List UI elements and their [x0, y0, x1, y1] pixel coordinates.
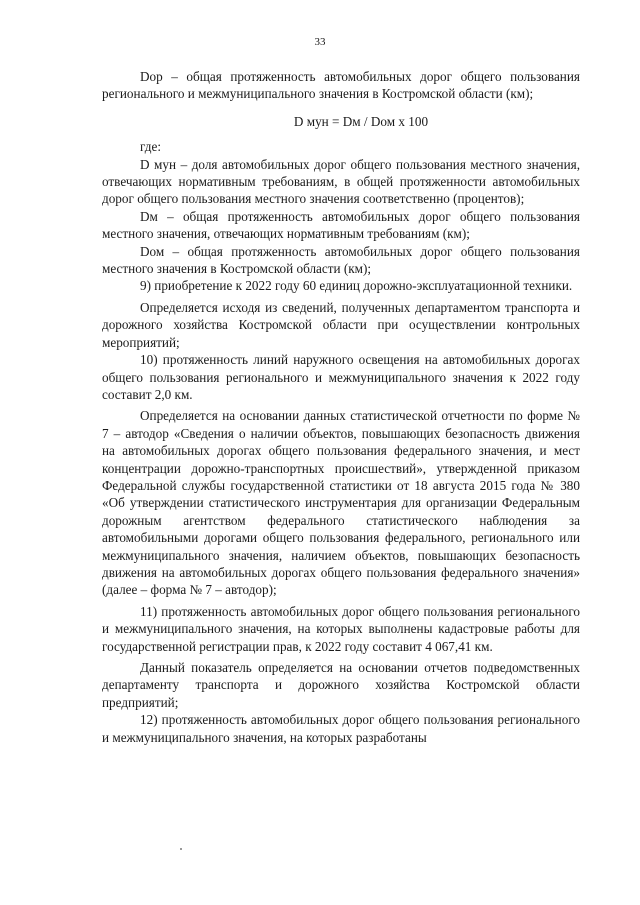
paragraph-item-9-method: Определяется исходя из сведений, полученных департаментом транспорта и дорожного хозяйства Костромской области при осуществлении контрольных мероприятий;	[102, 299, 580, 350]
page-number: 33	[314, 36, 326, 48]
paragraph-dom-definition: Dом – общая протяженность автомобильных дорог общего пользования местного значения в Костромской области (км);	[102, 243, 580, 277]
paragraph-item-10-method: Определяется на основании данных статистической отчетности по форме № 7 – автодор «Сведения о наличии объектов, повышающих безопасность движения на автомобильных дорогах общего пользования федерального значения, и мест концентрации дорожно-транспортных происшествий», утвержденной приказом Федеральной службы государственной статистики от 18 августа 2015 года № 380 «Об утверждении статистического инструментария для организации Федеральным дорожным агентством федерального статистического наблюдения за автомобильными дорогами общего пользования федерального, регионального или межмуниципального значения, наличием объектов, повышающих безопасность движения на автомобильных дорогах общего пользования федерального значения» (далее – форма № 7 – автодор);	[102, 408, 580, 598]
paragraph-dor-definition: Dор – общая протяженность автомобильных дорог общего пользования регионального и межмуниципального значения в Костромской области (км);	[102, 69, 580, 102]
paragraph-item-9: 9) приобретение к 2022 году 60 единиц дорожно-эксплуатационной техники.	[140, 278, 573, 294]
paragraph-item-11: 11) протяженность автомобильных дорог общего пользования регионального и межмуниципального значения, на которых выполнены кадастровые работы для государственной регистрации прав, к 2022 году составит 4 067,41 км.	[102, 603, 580, 654]
paragraph-where: где:	[140, 139, 161, 155]
paragraph-d-mun-definition: D мун – доля автомобильных дорог общего пользования местного значения, отвечающих нормативным требованиям, в общей протяженности автомобильных дорог общего пользования местного значения соответственно (процентов);	[102, 156, 580, 207]
document-body	[102, 68, 580, 746]
paragraph-dm-definition: Dм – общая протяженность автомобильных дорог общего пользования местного значения, отвечающих нормативным требованиям (км);	[102, 208, 580, 242]
formula-d-mun: D мун = Dм / Dом х 100	[293, 113, 429, 129]
paragraph-item-12: 12) протяженность автомобильных дорог общего пользования регионального и межмуниципального значения, на которых разработаны	[102, 712, 580, 745]
paragraph-item-10: 10) протяженность линий наружного освещения на автомобильных дорогах общего пользования регионального и межмуниципального значения к 2022 году составит 2,0 км.	[102, 352, 580, 402]
scan-speck	[180, 848, 182, 850]
paragraph-item-11-method: Данный показатель определяется на основании отчетов подведомственных департаменту транспорта и дорожного хозяйства Костромской области предприятий;	[102, 660, 580, 710]
